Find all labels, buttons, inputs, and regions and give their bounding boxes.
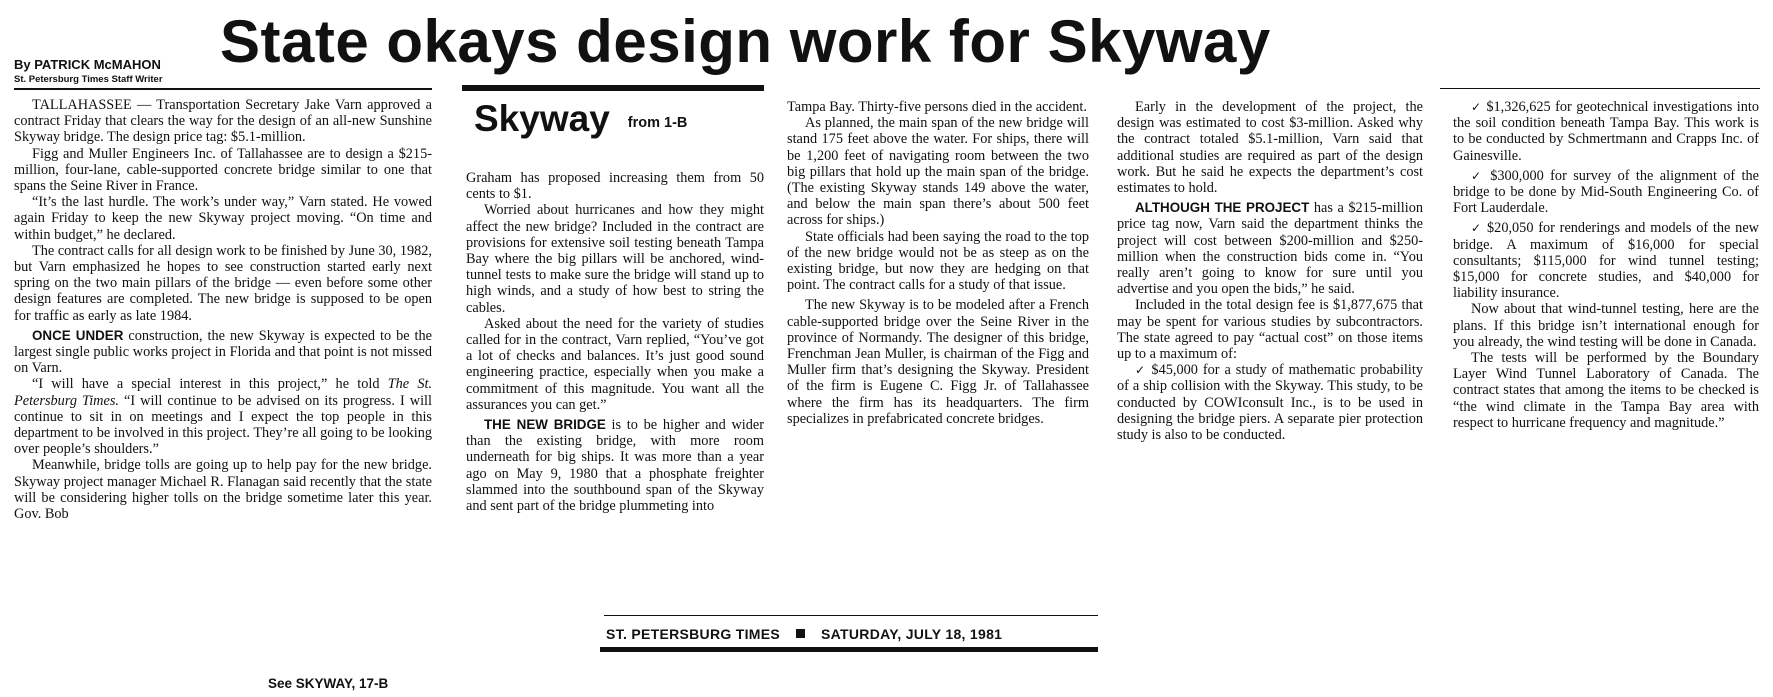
paragraph bbox=[466, 417, 764, 514]
paragraph: Early in the development of the project, the design was estimated to cost $3-million. Asked why the contract totaled $5.1-million, Varn said that additional studies are required as part of the design work. But he said he expects the department’s cost estimates to hold. bbox=[1117, 99, 1423, 197]
paragraph: Asked about the need for the variety of studies called for in the contract, Varn replied, “You’ve got a lot of checks and balances. It’s just good sound engineering practice, especially when you make a commitment of this magnitude. You want all the assurances you can get.” bbox=[466, 315, 764, 413]
list-item bbox=[1453, 99, 1759, 164]
paragraph: Tampa Bay. Thirty-five persons died in the accident. bbox=[787, 99, 1087, 115]
lead-in: ONCE UNDER bbox=[32, 327, 124, 343]
byline-name: By PATRICK McMAHON bbox=[14, 57, 161, 72]
check-mark-icon: ✓ bbox=[1135, 363, 1147, 378]
paragraph: State officials had been saying the road to the top of the new bridge would not be as steep as on the existing bridge, but now they are hedging on that point. The contract calls for a study of that issue. bbox=[787, 228, 1089, 294]
jump-title: Skyway bbox=[474, 98, 610, 139]
paragraph: The contract calls for all design work to be finished by June 30, 1982, but Varn emphasized he hopes to see construction started early next spring on the two main pillars of the bridge — even before some other design features are completed. The new bridge is supposed to be open for traffic as early as late 1984. bbox=[14, 242, 432, 324]
paragraph bbox=[14, 328, 432, 377]
footer bbox=[606, 626, 1002, 642]
paragraph-text: “I will have a special interest in this project,” he told bbox=[32, 376, 380, 393]
paragraph-text: construction, the new Skyway is expected to be the largest single public works project in Florida and that point is not missed on Varn. bbox=[14, 327, 432, 377]
paragraph: Now about that wind-tunnel testing, here are the plans. If this bridge isn’t international enough for you already, the wind testing will be done in Canada. bbox=[1453, 301, 1759, 350]
paragraph: Worried about hurricanes and how they might affect the new bridge? Included in the contract are provisions for extensive soil testing beneath Tampa Bay where the big pillars will be anchored, wind-tunnel tests to make sure the bridge will stand up to high winds, and a study of how best to string the cables. bbox=[466, 202, 764, 316]
continued-link[interactable]: See SKYWAY, 17-B bbox=[268, 676, 389, 691]
paragraph bbox=[14, 376, 432, 457]
column-2 bbox=[466, 170, 764, 514]
paragraph-text: has a $215-million price tag now, Varn said the department thinks the project will cost between $200-million and $250-million when the construction bids come in. “You really aren’t going to know for sure until you advertise and you open the bids,” he said. bbox=[1117, 200, 1423, 298]
paragraph: Meanwhile, bridge tolls are going up to help pay for the new bridge. Skyway project manager Michael R. Flanagan said recently that the state will be considering higher tolls on the bridge sometime later this year. Gov. Bob bbox=[14, 457, 432, 523]
jump-rule bbox=[462, 85, 764, 91]
paragraph: The tests will be performed by the Boundary Layer Wind Tunnel Laboratory of Canada. The contract states that among the items to be checked is “the wind climate in the Tampa Bay area with respect to hurricane frequency and magnitude.” bbox=[1453, 350, 1759, 431]
column-5 bbox=[1453, 99, 1759, 431]
jump-from: from 1-B bbox=[627, 115, 688, 131]
footer-paper-name: ST. PETERSBURG TIMES bbox=[606, 626, 781, 642]
paragraph: Included in the total design fee is $1,877,675 that may be spent for various studies by subcontractors. The state agreed to pay “actual cost” on those items up to a maximum of: bbox=[1117, 297, 1423, 363]
square-bullet-icon bbox=[796, 629, 805, 638]
list-item-text: $20,050 for renderings and models of the new bridge. A maximum of $16,000 for special consultants; $115,000 for wind tunnel testing; $15,000 for concrete studies, and $40,000 for liability insurance. bbox=[1453, 220, 1759, 302]
check-mark-icon: ✓ bbox=[1471, 221, 1483, 236]
lead-in: THE NEW BRIDGE bbox=[484, 417, 606, 433]
list-item bbox=[1453, 168, 1759, 217]
byline-title: St. Petersburg Times Staff Writer bbox=[14, 74, 163, 85]
paragraph: TALLAHASSEE — Transportation Secretary Jake Varn approved a contract Friday that clears the way for the design of an all-new Sunshine Skyway bridge. The design price tag: $5.1-million. bbox=[14, 97, 432, 146]
headline: State okays design work for Skyway bbox=[220, 8, 1271, 75]
lead-in: ALTHOUGH THE PROJECT bbox=[1135, 200, 1310, 216]
paragraph: The new Skyway is to be modeled after a French cable-supported bridge over the Seine River in the province of Normandy. The designer of this bridge, Frenchman Jean Muller, is chairman of the Figg and Muller firm that’s designing the Skyway. President of the firm is Eugene C. Figg Jr. of Tallahassee where the firm has its headquarters. The firm specializes in prefabricated concrete bridges. bbox=[787, 297, 1089, 427]
paragraph-text: “I will continue to be advised on its progress. I will continue to sit in on meetings and I expect the top people in this department to be involved in this project. They’re all going to be looking over people’s shoulders.” bbox=[14, 392, 432, 458]
footer-rule bbox=[600, 647, 1098, 652]
list-item-text: $300,000 for survey of the alignment of the bridge to be done by Mid-South Engineering Co. of Fort Lauderdale. bbox=[1453, 167, 1760, 217]
header-rule bbox=[1440, 88, 1760, 89]
list-item-text: $1,326,625 for geotechnical investigations into the soil condition beneath Tampa Bay. This work is to be conducted by Schmertmann and Crapps Inc. of Gainesville. bbox=[1453, 99, 1759, 164]
column-3 bbox=[787, 99, 1089, 427]
paragraph: Graham has proposed increasing them from 50 cents to $1. bbox=[466, 170, 764, 203]
paragraph: “It’s the last hurdle. The work’s under way,” Varn stated. He vowed again Friday to keep the new Skyway project moving. “On time and within budget,” he declared. bbox=[14, 194, 432, 243]
jump-header bbox=[474, 99, 687, 139]
footer-rule-top bbox=[604, 615, 1098, 616]
list-item bbox=[1453, 220, 1759, 301]
byline-rule bbox=[14, 88, 432, 90]
paragraph-text: is to be higher and wider than the existing bridge, with more room underneath for big ships. It was more than a year ago on May 9, 1980 that a phosphate freighter slammed into the southbound span of the Skyway and sent part of the bridge plummeting into bbox=[466, 417, 764, 515]
column-1 bbox=[14, 97, 432, 522]
column-4 bbox=[1117, 99, 1423, 443]
paragraph bbox=[1117, 200, 1423, 297]
paragraph: Figg and Muller Engineers Inc. of Tallahassee are to design a $215-million, four-lane, cable-supported concrete bridge similar to one that spans the Seine River in France. bbox=[14, 145, 432, 195]
list-item bbox=[1117, 362, 1423, 443]
footer-date: SATURDAY, JULY 18, 1981 bbox=[821, 626, 1003, 642]
paragraph: As planned, the main span of the new bridge will stand 175 feet above the water. For ships, there will be 1,200 feet of navigating room between the two big pillars that hold up the main span of the bridge. (The existing Skyway stands 149 above the water, and below the main span there’s about 500 feet across for ships.) bbox=[787, 115, 1089, 229]
check-mark-icon: ✓ bbox=[1471, 100, 1482, 114]
check-mark-icon: ✓ bbox=[1471, 168, 1484, 183]
list-item-text: $45,000 for a study of mathematic probability of a ship collision with the Skyway. This study, to be conducted by COWIconsult Inc., is to be used in designing the bridge piers. A separate pier protection study is also to be conducted. bbox=[1117, 362, 1423, 444]
publication-name: The St. Petersburg Times. bbox=[14, 376, 433, 409]
